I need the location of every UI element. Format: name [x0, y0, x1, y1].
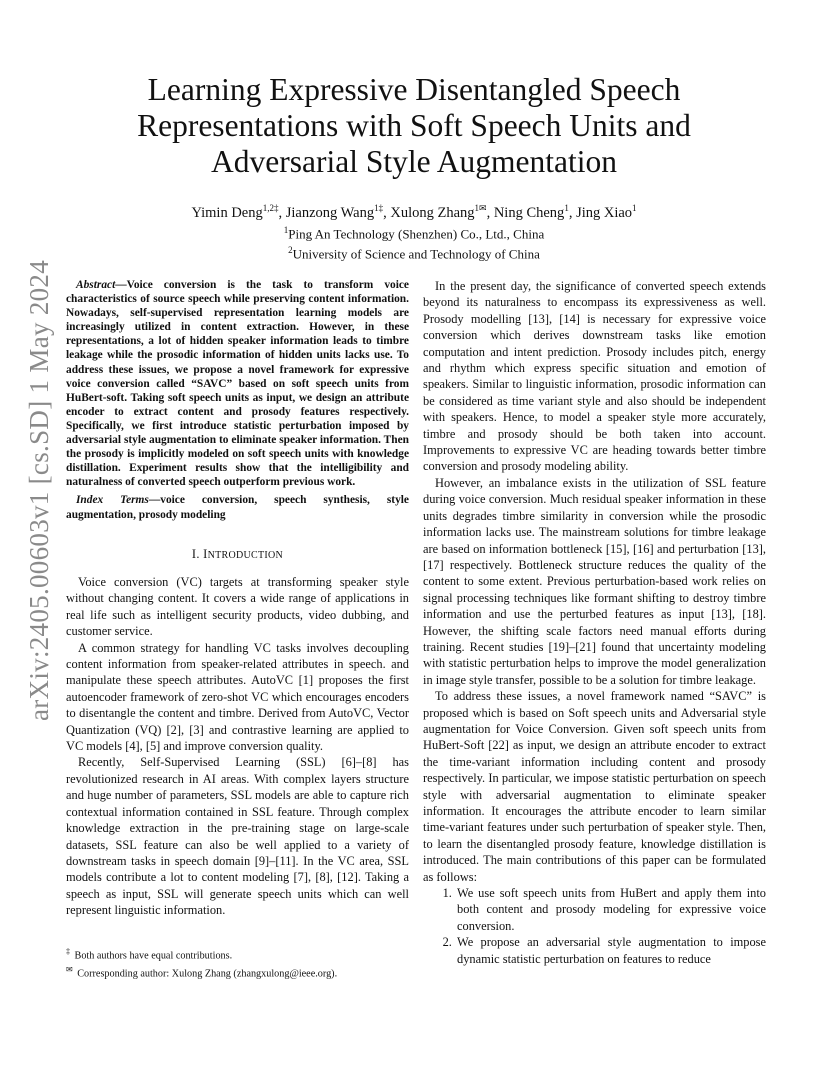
index-terms-text: —voice conversion, speech synthesis, style augmentation, prosody modeling [66, 494, 409, 521]
footnote-text: Corresponding author: Xulong Zhang (zhangxulong@ieee.org). [77, 968, 338, 980]
left-column [66, 278, 409, 919]
footnote [66, 963, 409, 981]
arxiv-identifier [20, 259, 60, 721]
paragraph: Voice conversion (VC) targets at transforming speaker style without changing content. It covers a wide range of applications in real life such as intelligent security products, video dubbing, and customer service. [66, 575, 409, 639]
envelope-icon: ✉ [66, 964, 73, 974]
affiliation-superscript: 1 [283, 224, 289, 235]
footnotes [66, 945, 409, 980]
paper-title: Learning Expressive Disentangled Speech Representations with Soft Speech Units and Adversarial Style Augmentation [137, 72, 691, 179]
abstract-text: —Voice conversion is the task to transform voice characteristics of source speech while preserving content information. Nowadays, self-supervised representation learning models are increasingly utilized in content extraction. However, in these representations, a lot of hidden speaker information leads to timbre leakage while the prosodic information of hidden units lacks use. To address these issues, we propose a novel framework for expressive voice conversion called “SAVC” based on soft speech units from HuBert-soft. Taking soft speech units as input, we design an attribute encoder to extract content and prosody features respectively. Specifically, we first introduce statistic perturbation imposed by adversarial style augmentation to eliminate speaker information. Then the prosody is implicitly modeled on soft speech units with knowledge distillation. Experiment results show that the intelligibility and naturalness of converted speech outperform previous work. [66, 279, 409, 489]
section-initial: I [203, 546, 208, 561]
affiliation [90, 242, 738, 262]
affiliation [90, 222, 738, 242]
author-list: Yimin Deng$^{1,2\ddagger}$, Jianzong Wang$^{1\ddagger}$, Xulong Zhang$^{1✉}$, Ning Cheng$^1$, Jing Xiao$^1$ [191, 203, 637, 221]
author-name: Yimin Deng [191, 204, 263, 221]
author-superscript: 1,2‡ [262, 203, 279, 213]
arxiv-identifier-text: arXiv:2405.00603v1 [cs.SD] 1 May 2024 [24, 259, 55, 721]
section-title-rest: NTRODUCTION [207, 549, 284, 561]
author-superscript: 1‡ [374, 203, 384, 213]
author-block [90, 199, 738, 262]
section-heading [66, 546, 409, 564]
author-name: Jing Xiao [576, 204, 633, 221]
list-item: 1. We use soft speech units from HuBert and apply them into both content and prosody modeling for expressive voice conversion. [455, 885, 766, 934]
author-name: Xulong Zhang [390, 204, 475, 221]
section-numeral: I. [191, 546, 204, 561]
author-superscript: 1 [632, 203, 637, 213]
affiliation-text: University of Science and Technology of China [292, 246, 540, 262]
author-superscript: 1 [564, 203, 569, 213]
abstract [66, 278, 409, 489]
affiliation-text: Ping An Technology (Shenzhen) Co., Ltd., China [288, 226, 545, 242]
paragraph: To address these issues, a novel framework named “SAVC” is proposed which is based on Soft speech units and Adversarial style augmentation for Voice Conversion. Given soft speech units from HuBert-Soft [22] as input, we design an attribute encoder to extract the time-variant information including content and prosody respectively. In particular, we impose statistic perturbation on speech style with adversarial augmentation to eliminate speaker information. It encourages the attribute encoder to learn similar time-variant features under such perturbation of speaker style. Then, to learn the disentangled prosody feature, knowledge distillation is introduced. The main contributions of this paper can be formulated as follows: [423, 689, 766, 884]
footnote-symbol: ‡ [66, 947, 70, 956]
index-terms [66, 493, 409, 521]
paragraph: Recently, Self-Supervised Learning (SSL) [6]–[8] has revolutionized research in AI areas. With complex layers structure and huge number of parameters, SSL models are able to capture rich contextual information contained in SSL feature. Through complex knowledge extraction in the pre-training stage on large-scale datasets, SSL feature can also be well applied to a variety of downstream tasks in speech domain [9]–[11]. In the VC area, SSL models contribute a lot to content modeling [7], [8], [12]. Taking a speech as input, SSL will generate speech units which can well represent linguistic information. [66, 755, 409, 918]
author-name: Jianzong Wang [285, 204, 375, 221]
paragraph: In the present day, the significance of converted speech extends beyond its naturalness to encompass its expressiveness as well. Prosody modelling [13], [14] is necessary for expressive voice conversion which derives downstream tasks like emotion computation and intent prediction. Prosody includes pitch, energy and rhythm which express specific situation and emotion of speakers. Similar to linguistic information, prosodic information can be considered as time variant style and also should be independent with speakers. Hence, to model a speaker style more accurately, timbre and prosody should be both taken into account. Improvements to expressive VC are heading towards better timbre conversion and prosody modeling ability. [423, 279, 766, 474]
abstract-label: Abstract [76, 279, 116, 291]
author-superscript: 1✉ [474, 203, 487, 213]
index-terms-label: Index Terms [76, 494, 149, 507]
paragraph: However, an imbalance exists in the utilization of SSL feature during voice conversion. Much residual speaker information in these units degrades timbre similarity in conversion while the prosodic information lacks use. The mainstream solutions for timbre leakage are based on information bottleneck [15], [16] and perturbation [13], [17] respectively. Bottleneck structure reduces the quality of the content to some extent. Previous perturbation-based work relies on signal processing techniques like formant shifting to destroy timbre information and use the perturbed features as input [13], [18]. However, the shifting scale factors need manual efforts during training. Recent studies [19]–[21] found that uncertainty modeling with statistic perturbation helps to improve the model generalization in image style transfer, possible to be a solution for timbre leakage. [423, 475, 766, 687]
footnote [66, 945, 409, 963]
paragraph: A common strategy for handling VC tasks involves decoupling content information from speaker-related attributes in speech. and manipulate these speech attributes. AutoVC [1] proposes the first autoencoder framework of zero-shot VC which encourages encoders to disentangle the content and timbre. Derived from AutoVC, Vector Quantization (VQ) [2], [3] and contrastive learning are applied to VC models [4], [5] and improve conversion quality. [66, 640, 409, 754]
footnote-text: Both authors have equal contributions. [74, 950, 233, 962]
contribution-list [423, 885, 766, 967]
right-column [423, 278, 766, 967]
list-item: 2. We propose an adversarial style augmentation to impose dynamic statistic perturbation on features to reduce [455, 934, 766, 967]
author-name: Ning Cheng [493, 204, 565, 221]
affiliation-superscript: 2 [288, 245, 293, 256]
